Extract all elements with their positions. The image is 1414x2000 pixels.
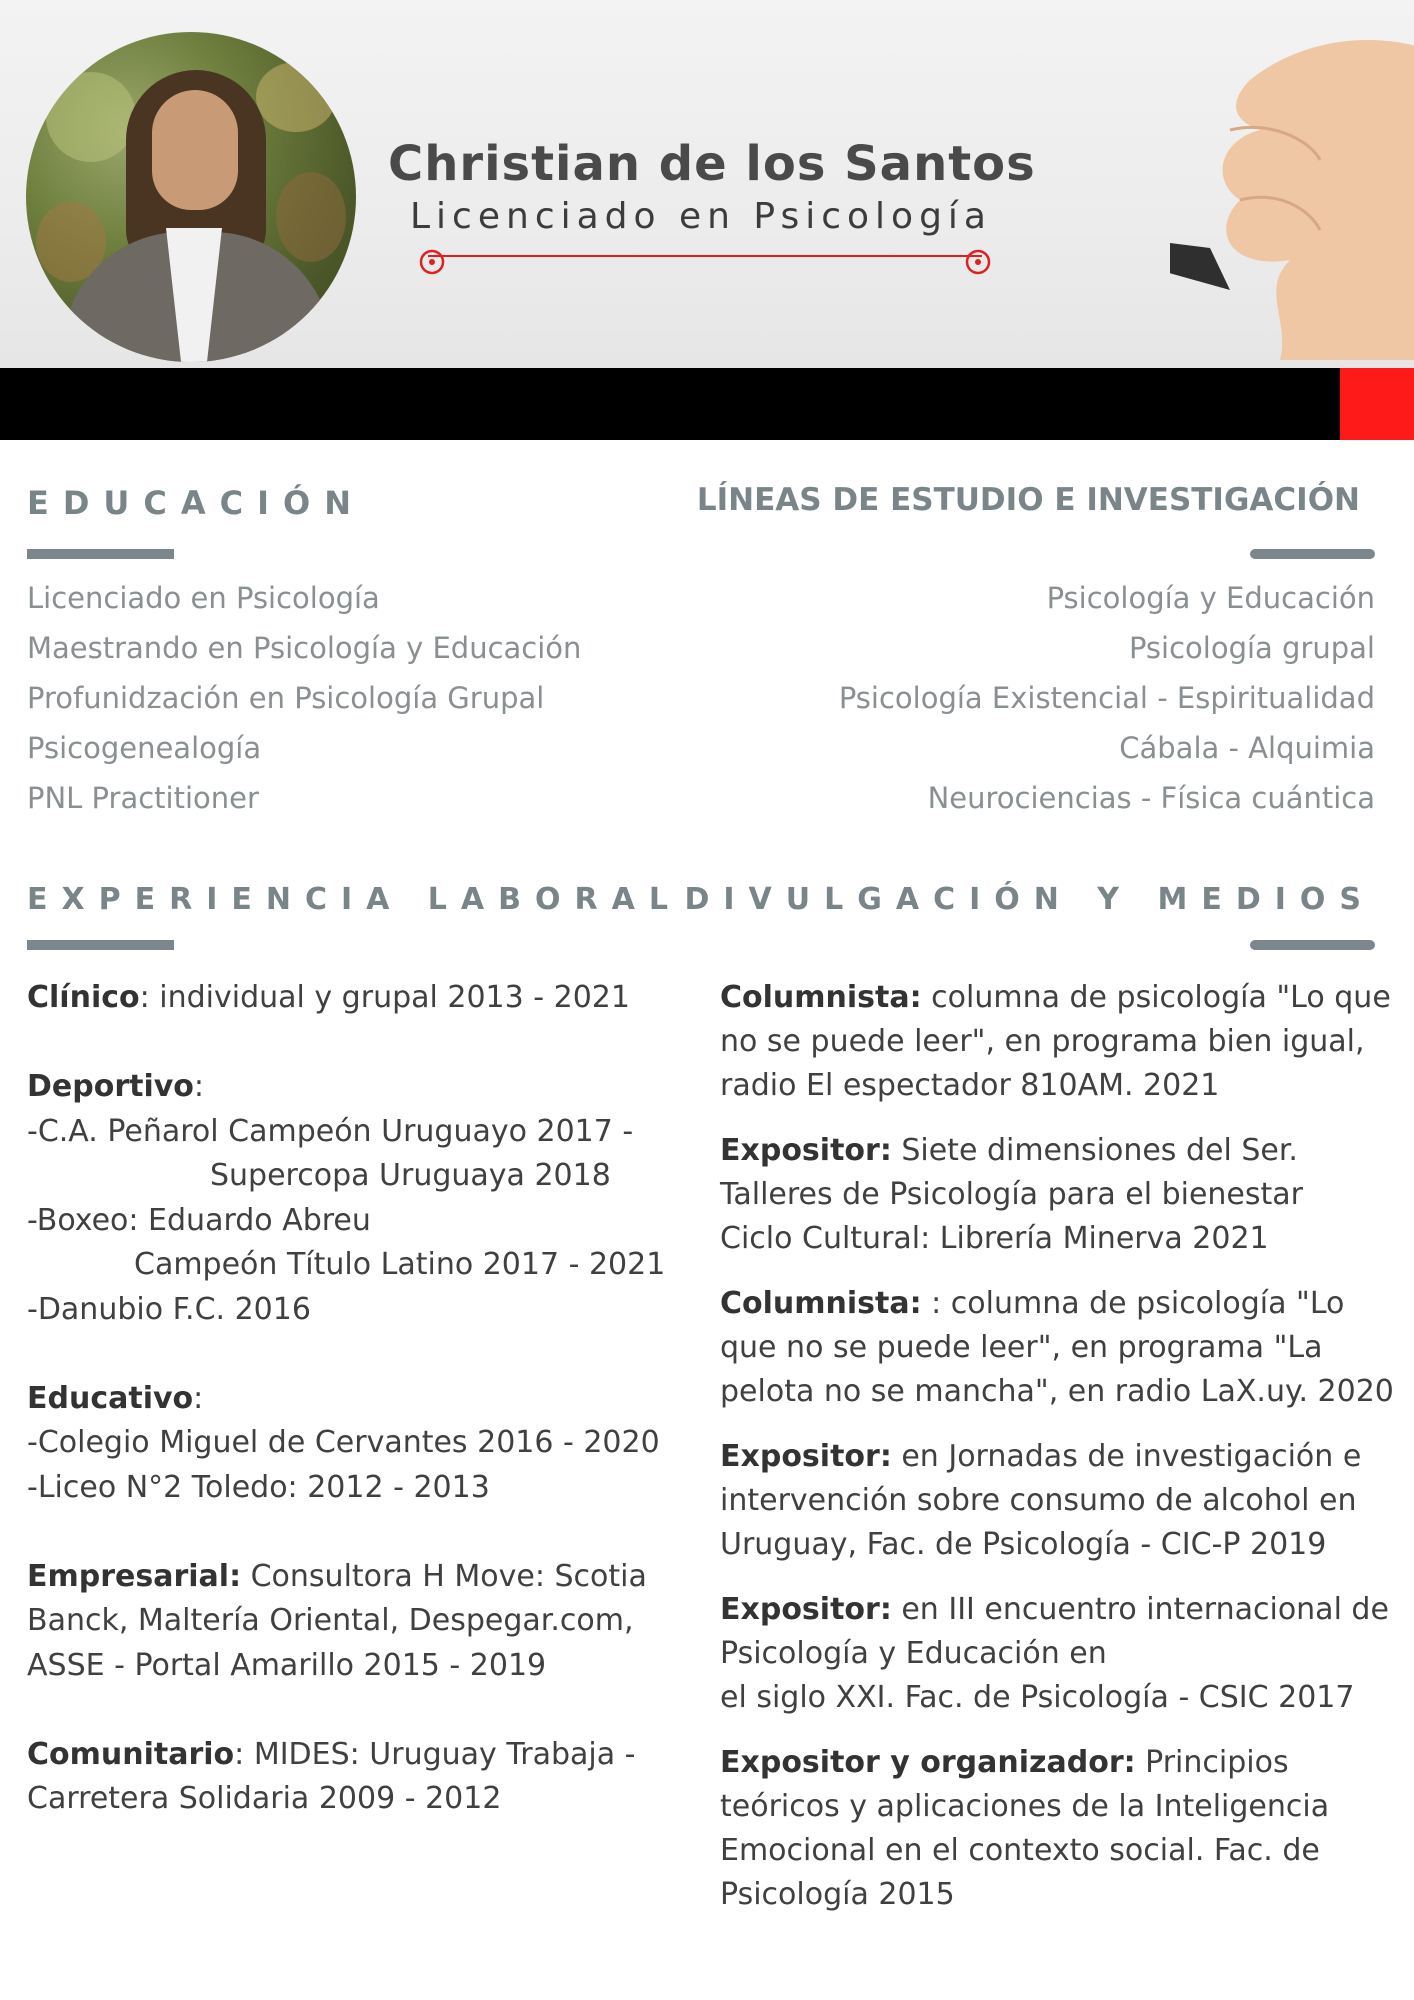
experience-line: -Boxeo: Eduardo Abreu [27, 1202, 371, 1238]
person-title: Licenciado en Psicología [410, 196, 992, 237]
media-entry: Columnista: columna de psicología "Lo que no se puede leer", en programa bien igual, radio El espectador 810AM. 2021 [720, 980, 1391, 1103]
media-entry: Expositor: en III encuentro internacional de Psicología y Educación en el siglo XXI. Fac. de Psicología - CSIC 2017 [720, 1592, 1389, 1715]
experience-empresarial: Empresarial: Consultora H Move: Scotia [27, 1558, 647, 1594]
experience-comunitario: Comunitario: MIDES: Uruguay Trabaja - [27, 1736, 636, 1772]
experience-heading: EXPERIENCIA LABORAL [27, 882, 682, 917]
experience-line: Supercopa Uruguaya 2018 [210, 1158, 611, 1193]
research-rule [1250, 549, 1375, 559]
media-entry: Expositor: Siete dimensiones del Ser. Talleres de Psicología para el bienestar Ciclo Cultural: Librería Minerva 2021 [720, 1133, 1303, 1256]
research-list [839, 573, 1375, 823]
media-heading: DIVULGACIÓN Y MEDIOS [684, 882, 1375, 917]
experience-line: -C.A. Peñarol Campeón Uruguayo 2017 - [27, 1113, 634, 1149]
research-item: Psicología Existencial - Espiritualidad [838, 681, 1375, 715]
media-entry: Expositor y organizador: Principios teóricos y aplicaciones de la Inteligencia Emocional en el contexto social. Fac. de Psicología 2015 [720, 1745, 1330, 1912]
profile-photo [26, 32, 356, 362]
experience-line: -Liceo N°2 Toledo: 2012 - 2013 [27, 1469, 490, 1505]
education-item: Psicogenealogía [27, 731, 262, 765]
header-banner [0, 0, 1414, 368]
header-divider-bar [0, 368, 1340, 440]
research-item: Psicología grupal [1128, 631, 1375, 665]
research-item: Psicología y Educación [1046, 581, 1375, 615]
experience-rule [27, 940, 174, 950]
education-list [27, 573, 581, 823]
experience-line: Campeón Título Latino 2017 - 2021 [134, 1247, 666, 1282]
education-item: PNL Practitioner [27, 781, 259, 815]
media-entry: Columnista: : columna de psicología "Lo que no se puede leer", en programa "La pelota no se mancha", en radio LaX.uy. 2020 [720, 1286, 1394, 1409]
education-item: Maestrando en Psicología y Educación [27, 631, 582, 665]
header-accent-block [1340, 368, 1414, 440]
research-heading: LÍNEAS DE ESTUDIO E INVESTIGACIÓN [696, 482, 1360, 518]
experience-content [27, 976, 667, 1822]
experience-educativo-title: Educativo: [27, 1380, 204, 1416]
experience-line: ASSE - Portal Amarillo 2015 - 2019 [27, 1647, 547, 1683]
experience-line: -Danubio F.C. 2016 [27, 1291, 311, 1327]
experience-clinico: Clínico: individual y grupal 2013 - 2021 [27, 980, 630, 1015]
media-entry: Expositor: en Jornadas de investigación e intervención sobre consumo de alcohol en Uruguay, Fac. de Psicología - CIC-P 2019 [720, 1439, 1362, 1562]
ornament-underline [414, 242, 996, 276]
education-item: Profunidzación en Psicología Grupal [27, 681, 545, 715]
education-item: Licenciado en Psicología [27, 581, 380, 615]
experience-line: Carretera Solidaria 2009 - 2012 [27, 1781, 502, 1816]
education-heading: EDUCACIÓN [27, 484, 366, 522]
research-item: Cábala - Alquimia [1119, 731, 1375, 765]
experience-line: Banck, Maltería Oriental, Despegar.com, [27, 1603, 634, 1638]
experience-deportivo-title: Deportivo: [27, 1069, 205, 1104]
person-name: Christian de los Santos [388, 136, 1036, 192]
pencil-hand-image [1170, 20, 1414, 360]
media-rule [1250, 940, 1375, 950]
experience-line: -Colegio Miguel de Cervantes 2016 - 2020 [27, 1425, 660, 1460]
education-rule [27, 549, 174, 559]
research-item: Neurociencias - Física cuántica [927, 781, 1375, 815]
